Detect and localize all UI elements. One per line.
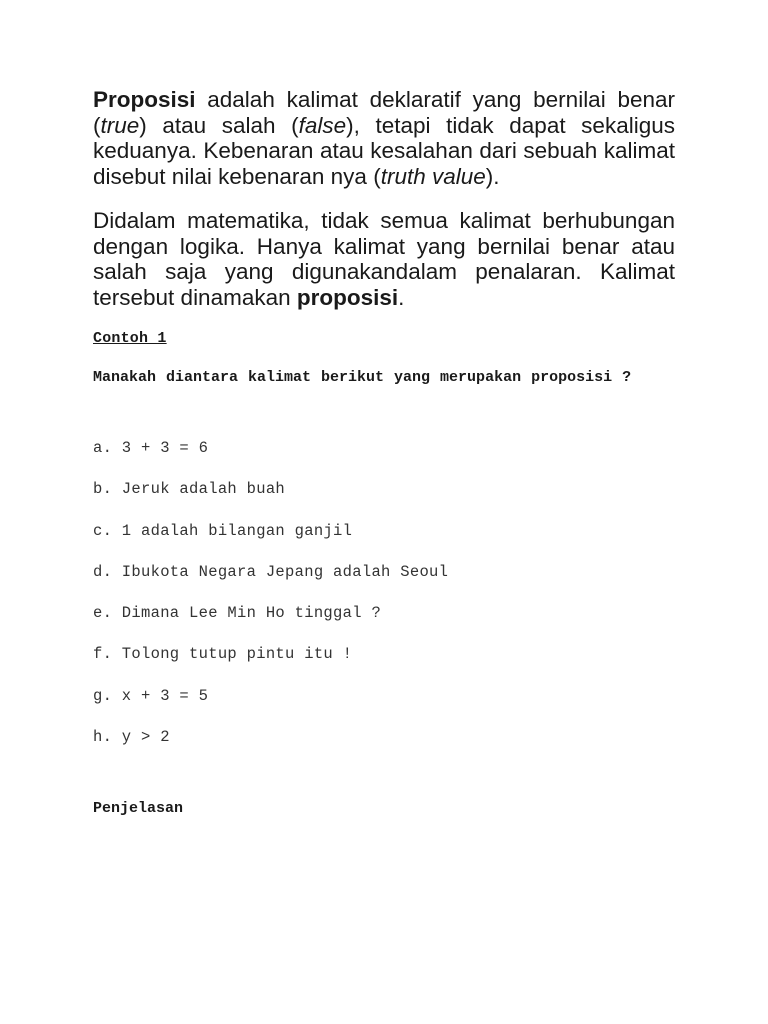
options-list xyxy=(93,439,675,769)
definition-text-2: ) atau salah ( xyxy=(139,112,299,138)
example-question: Manakah diantara kalimat berikut yang merupakan proposisi ? xyxy=(93,369,632,386)
definition-text-1: adalah kalimat deklaratif yang bernilai benar ( xyxy=(93,87,675,138)
definition-text-3: ), tetapi tidak dapat sekaligus keduanya. Kebenaran atau kesalahan dari sebuah kalimat disebut nilai kebenaran nya ( xyxy=(93,112,675,189)
explanation-heading: Penjelasan xyxy=(93,800,184,818)
option-item: b. Jeruk adalah buah xyxy=(93,480,286,499)
option-item: h. y > 2 xyxy=(93,728,170,747)
option-item: a. 3 + 3 = 6 xyxy=(93,439,209,457)
term-proposisi-2: proposisi xyxy=(296,284,399,310)
example-heading: Contoh 1 xyxy=(93,330,167,347)
document-page xyxy=(93,87,675,818)
truth-value-word: truth value xyxy=(380,163,486,189)
logic-text-1: Didalam matematika, tidak semua kalimat berhubungan dengan logika. Hanya kalimat yang bernilai benar atau salah saja yang digunakandalam penalaran. Kalimat tersebut dinamakan xyxy=(93,208,675,310)
false-word: false xyxy=(298,112,347,138)
logic-paragraph xyxy=(93,208,675,310)
logic-text-2: . xyxy=(398,284,405,310)
option-item: g. x + 3 = 5 xyxy=(93,686,209,705)
option-item: c. 1 adalah bilangan ganjil xyxy=(93,521,353,540)
term-proposisi: Proposisi xyxy=(93,87,196,112)
option-item: f. Tolong tutup pintu itu ! xyxy=(93,645,353,664)
definition-paragraph xyxy=(93,87,675,189)
true-word: true xyxy=(100,112,140,138)
option-item: d. Ibukota Negara Jepang adalah Seoul xyxy=(93,562,449,581)
option-item: e. Dimana Lee Min Ho tinggal ? xyxy=(93,604,382,623)
definition-text-4: ). xyxy=(485,163,500,189)
